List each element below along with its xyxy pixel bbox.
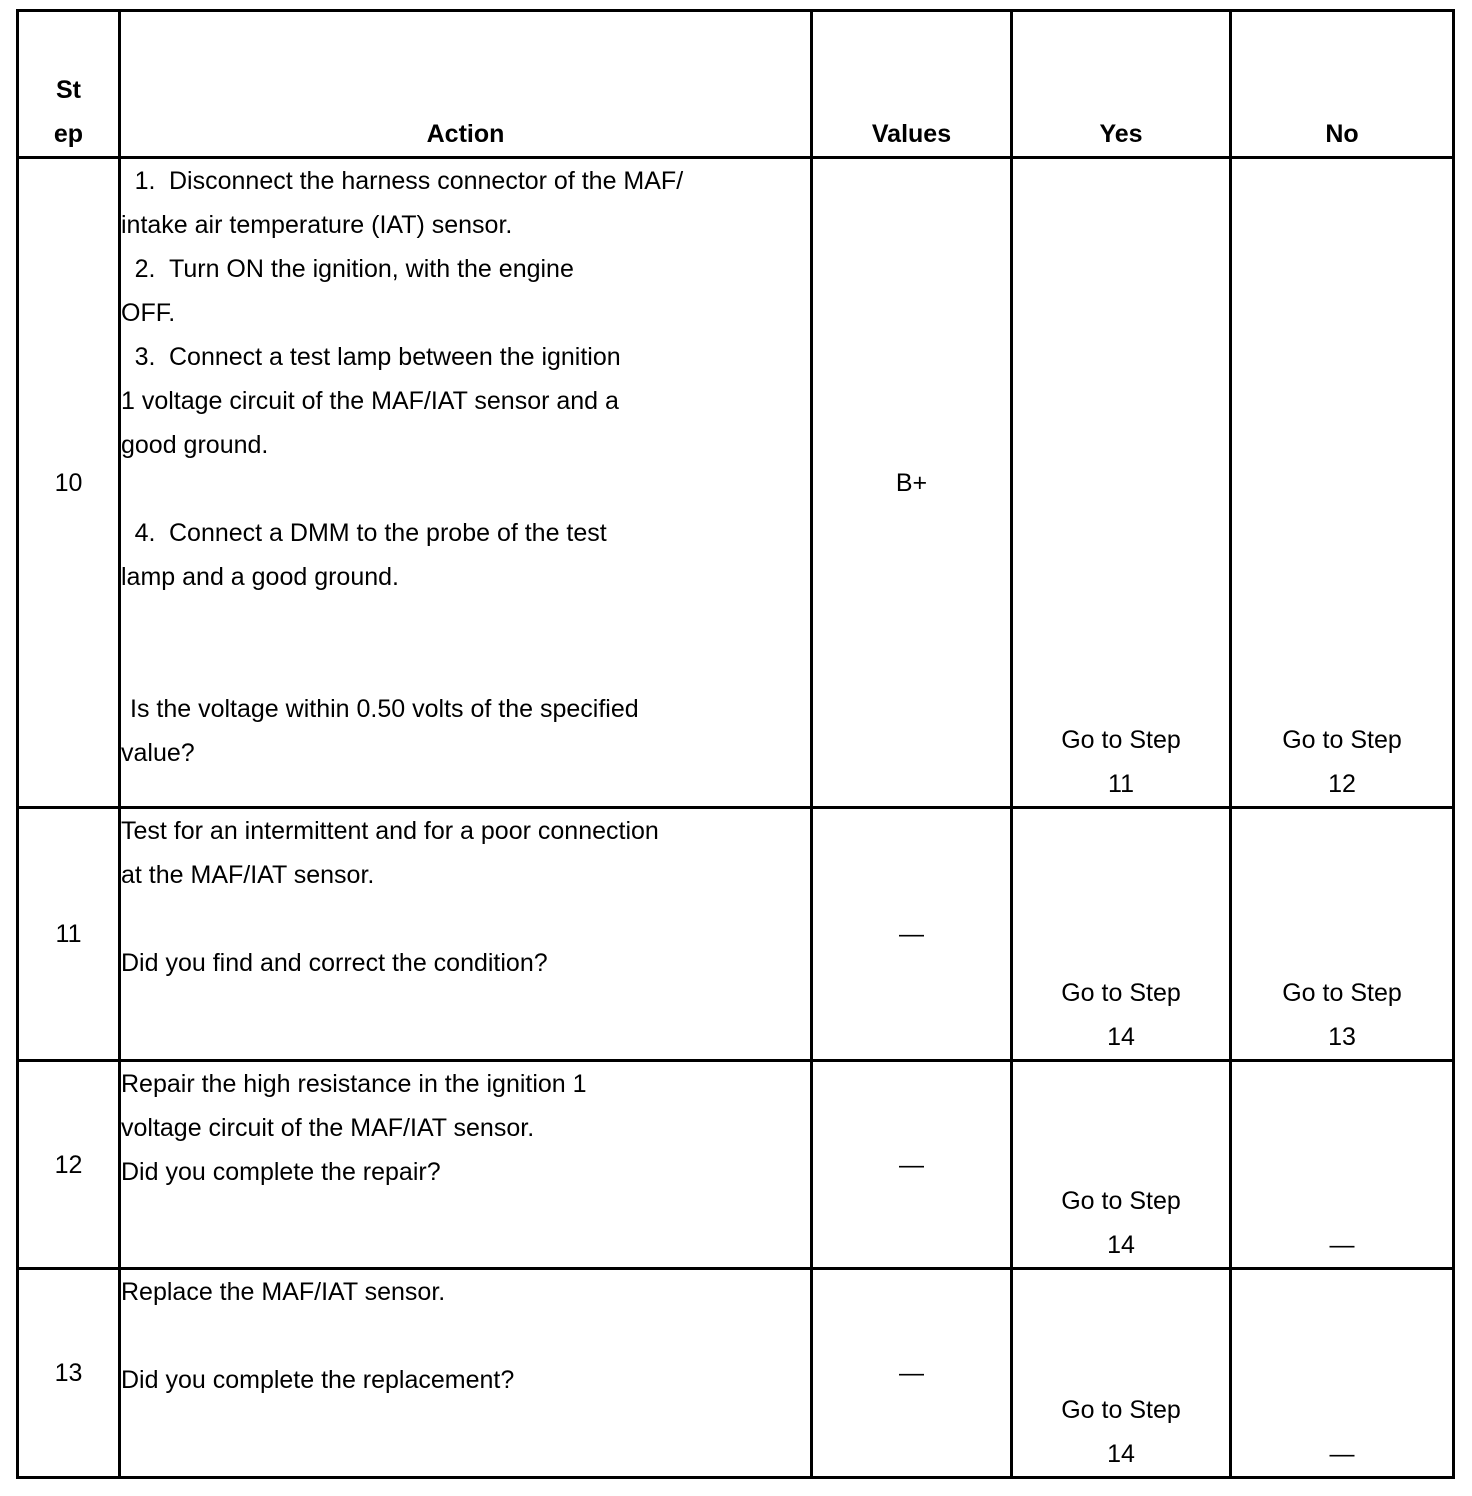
action-item-4: 4. Connect a DMM to the probe of the test <box>134 519 607 547</box>
yes-goto: Go to Step <box>1061 979 1181 1007</box>
yes-goto: Go to Step <box>1061 1187 1181 1215</box>
no-cell <box>1231 808 1454 1061</box>
action-item-3: 3. Connect a test lamp between the ignition <box>134 343 621 371</box>
action-item-2: 2. Turn ON the ignition, with the engine <box>134 255 574 283</box>
header-no: No <box>1231 11 1454 158</box>
header-step-line2: ep <box>53 120 84 148</box>
table-row <box>18 808 1454 1061</box>
values-cell: — <box>812 1061 1012 1269</box>
no-cell: — <box>1231 1269 1454 1478</box>
action-text-cont: voltage circuit of the MAF/IAT sensor. <box>121 1114 535 1142</box>
no-goto: Go to Step <box>1282 726 1402 754</box>
step-number: 13 <box>18 1269 120 1478</box>
yes-step: 11 <box>1108 770 1134 798</box>
action-cell <box>120 1061 812 1269</box>
yes-goto: Go to Step <box>1061 1396 1181 1424</box>
header-values: Values <box>812 11 1012 158</box>
yes-step: 14 <box>1107 1023 1135 1051</box>
values-cell: B+ <box>812 158 1012 808</box>
action-text-cont: at the MAF/IAT sensor. <box>121 861 375 889</box>
no-goto: Go to Step <box>1282 979 1402 1007</box>
header-action: Action <box>120 11 812 158</box>
action-item-1-cont: intake air temperature (IAT) sensor. <box>121 211 513 239</box>
action-question: Did you find and correct the condition? <box>121 949 548 977</box>
action-item-3-cont2: good ground. <box>121 431 269 459</box>
action-text: Repair the high resistance in the ignition 1 <box>121 1070 587 1098</box>
action-item-2-cont: OFF. <box>121 299 176 327</box>
step-number: 12 <box>18 1061 120 1269</box>
yes-step: 14 <box>1107 1231 1135 1259</box>
no-step: 12 <box>1328 770 1356 798</box>
yes-cell <box>1012 158 1231 808</box>
yes-step: 14 <box>1107 1440 1135 1468</box>
header-step <box>18 11 120 158</box>
yes-goto: Go to Step <box>1061 726 1181 754</box>
yes-cell <box>1012 1061 1231 1269</box>
table-header-row <box>18 11 1454 158</box>
action-cell <box>120 808 812 1061</box>
action-question: Did you complete the repair? <box>121 1158 441 1186</box>
header-step-line1: St <box>56 76 81 104</box>
action-text: Replace the MAF/IAT sensor. <box>121 1278 446 1306</box>
no-step: 13 <box>1328 1023 1356 1051</box>
step-number: 10 <box>18 158 120 808</box>
yes-cell <box>1012 1269 1231 1478</box>
action-question-cont: value? <box>121 739 195 767</box>
no-cell <box>1231 158 1454 808</box>
action-question: Did you complete the replacement? <box>121 1366 515 1394</box>
yes-cell <box>1012 808 1231 1061</box>
values-cell: — <box>812 1269 1012 1478</box>
table-row <box>18 1269 1454 1478</box>
table-row <box>18 158 1454 808</box>
diagnostic-table <box>16 9 1455 1479</box>
header-yes: Yes <box>1012 11 1231 158</box>
action-item-1: 1. Disconnect the harness connector of the MAF/ <box>134 167 684 195</box>
action-item-3-cont: 1 voltage circuit of the MAF/IAT sensor and a <box>121 387 619 415</box>
no-cell: — <box>1231 1061 1454 1269</box>
action-cell <box>120 1269 812 1478</box>
step-number: 11 <box>18 808 120 1061</box>
action-text: Test for an intermittent and for a poor connection <box>121 817 659 845</box>
action-cell <box>120 158 812 808</box>
table-row <box>18 1061 1454 1269</box>
action-question: Is the voltage within 0.50 volts of the specified <box>130 695 639 723</box>
action-item-4-cont: lamp and a good ground. <box>121 563 399 591</box>
values-cell: — <box>812 808 1012 1061</box>
